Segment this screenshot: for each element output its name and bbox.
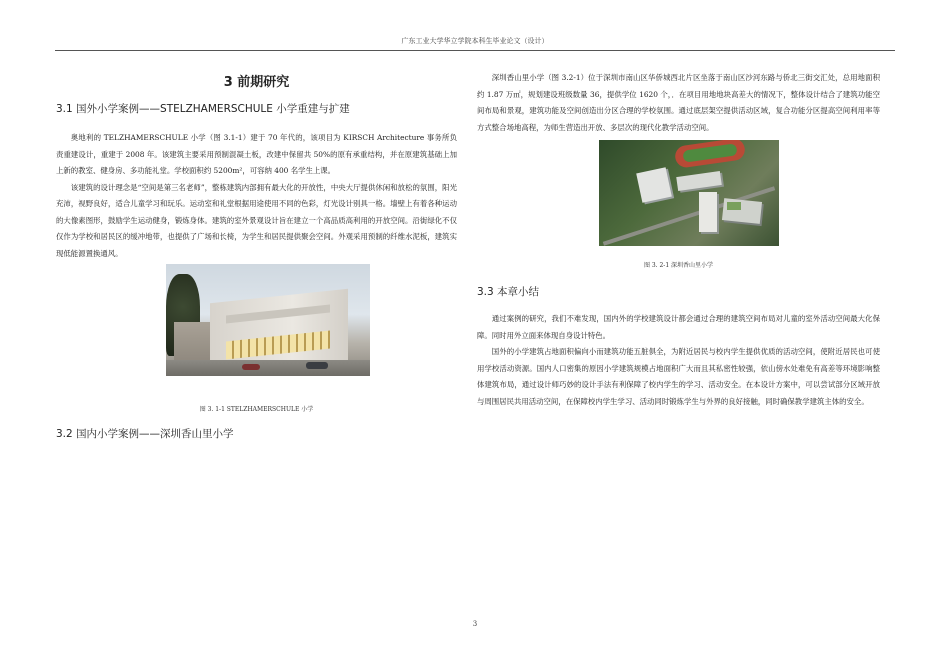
- section-3-2-paragraph-1: 深圳香山里小学（图 3.2-1）位于深圳市南山区华侨城西北片区坐落于南山区沙河东路与侨北三街交汇处，总用地面积约 1.87 万㎡，规划建设班级数量 36，提供学位 1620 个，．在项目用地地块高差大的情况下，整体设计结合了建筑功能空间布局和景观，建筑功能及空间创造出分区合理的学校氛围。通过底层架空提供活动区域，复合功能分区提高空间利用率等方式整合场地高程，为师生营造出开放、多层次的现代化教学活动空间。: [477, 73, 880, 132]
- chapter-title: 3 前期研究: [223, 75, 290, 90]
- section-3-2-heading: 3.2 国内小学案例——深圳香山里小学: [56, 428, 234, 440]
- green-roof: [727, 202, 741, 210]
- xiangshanli-aerial-photo: [599, 140, 779, 246]
- school-building-block: [636, 167, 672, 203]
- stelzhamerschule-photo: [166, 264, 370, 376]
- section-3-3-paragraph-2: 国外的小学建筑占地面积偏向小而建筑功能五脏俱全，为附近居民与校内学生提供优质的活动空间，使附近居民也可使用学校活动资源。国内人口密集的原因小学建筑规模占地面积广大而且其私密性较强，依山傍水处难免有高差等环境影响整体建筑布局，通过设计师巧妙的设计手法有利保障了校内学生的学习、活动安全。在本设计方案中，可以尝试部分区域开放与周围居民共用活动空间，在保障校内学生学习、活动同时锻炼学生与外界的良好接触，同时确保教学建筑主体的安全。: [477, 347, 880, 406]
- section-3-3-heading: 3.3 本章小结: [477, 286, 540, 298]
- right-column: [477, 66, 880, 410]
- section-3-1-heading: 3.1 国外小学案例——STELZHAMERSCHULE 小学重建与扩建: [56, 103, 350, 115]
- section-3-1-paragraph-2: 该建筑的设计理念是“空间是第三名老师”，整栋建筑内部拥有最大化的开放性，中央大厅提供休闲和放松的氛围，阳光充沛，视野良好，适合儿童学习和玩乐。运动室和礼堂根据用途使用不同的色彩，灯光设计别具一格。墙壁上有着各种运动的大像素图形，鼓励学生运动健身，锻炼身体。建筑的室外景观设计旨在建立一个高品质高利用的开放空间。沿街绿化不仅仅作为学校和居民区的缓冲地带，也提供了广场和长椅，为学生和居民提供聚会空间。外观采用预制的纤维水泥板，建筑实现低能源置换通风。: [56, 182, 457, 258]
- figure-3-2-1-caption: 图 3. 2-1 深圳香山里小学: [643, 262, 714, 269]
- page-header: 广东工业大学华立学院本科生毕业论文（设计）: [55, 36, 895, 51]
- section-3-3-paragraph-1: 通过案例的研究，我们不难发现，国内外的学校建筑设计都会通过合理的建筑空间布局对儿童的室外活动空间最大化保障。同时用外立面来体现自身设计特色。: [477, 314, 880, 340]
- street: [166, 360, 370, 376]
- page-number: 3: [472, 620, 478, 628]
- parked-car: [306, 362, 328, 369]
- figure-3-1-1-caption: 图 3. 1-1 STELZHAMERSCHULE 小学: [199, 406, 314, 413]
- left-column: [56, 66, 457, 441]
- school-building-block: [676, 171, 722, 191]
- parked-car: [242, 364, 260, 370]
- school-building-block: [699, 192, 717, 232]
- section-3-1-paragraph-1: 奥地利的 TELZHAMERSCHULE 小学（图 3.1-1）建于 70 年代的，该项目为 KIRSCH Architecture 事务所负责重建设计，重建于 2008 年。该建筑主要采用预制混凝土板，改建中保留共 50%的原有承重结构，并在原建筑基础上加上新的教室、健身房、多功能礼堂。学校面积约 5200m²，可容纳 400 名学生上课。: [56, 133, 457, 175]
